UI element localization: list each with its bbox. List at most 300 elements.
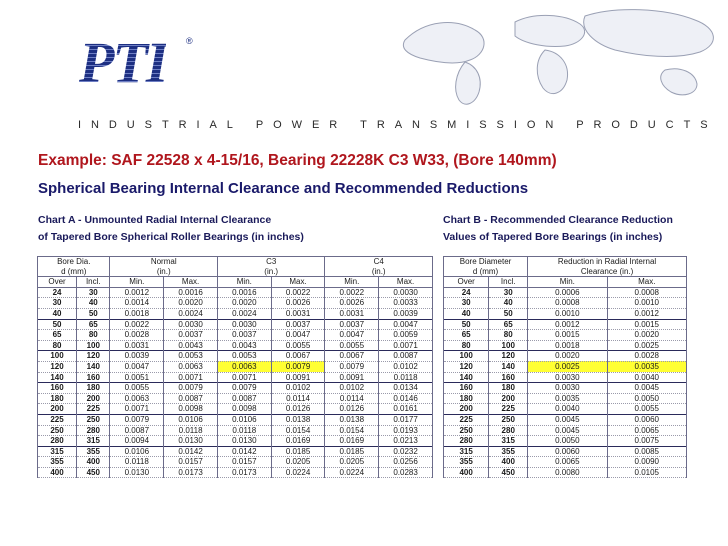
table-row bbox=[38, 457, 433, 468]
table-cell: 315 bbox=[489, 436, 528, 447]
table-cell: 0.0283 bbox=[379, 467, 433, 478]
table-cell: 0.0055 bbox=[271, 340, 325, 351]
chart-a-column-header: Incl. bbox=[77, 277, 110, 288]
table-cell: 0.0008 bbox=[607, 287, 686, 298]
table-cell: 250 bbox=[489, 414, 528, 425]
table-cell: 0.0154 bbox=[271, 425, 325, 436]
table-cell: 160 bbox=[77, 372, 110, 383]
table-cell: 0.0006 bbox=[528, 287, 607, 298]
chart-b-group-header: Bore Diameter bbox=[444, 257, 528, 267]
table-row bbox=[38, 361, 433, 372]
tagline-letter: L bbox=[226, 119, 233, 131]
table-cell: 0.0071 bbox=[217, 372, 271, 383]
table-cell: 355 bbox=[489, 446, 528, 457]
table-cell: 0.0010 bbox=[607, 298, 686, 309]
tagline-letter: P bbox=[255, 119, 264, 131]
table-cell: 0.0030 bbox=[528, 372, 607, 383]
chart-a-column-header: Max. bbox=[379, 277, 433, 288]
chart-a-caption-line2: of Tapered Bore Spherical Roller Bearings (in inches) bbox=[38, 231, 304, 243]
table-cell: 0.0028 bbox=[110, 330, 164, 341]
table-cell: 0.0079 bbox=[217, 383, 271, 394]
table-cell: 0.0106 bbox=[217, 414, 271, 425]
table-cell: 0.0079 bbox=[110, 414, 164, 425]
table-cell: 0.0065 bbox=[528, 457, 607, 468]
table-cell: 0.0016 bbox=[217, 287, 271, 298]
table-cell: 355 bbox=[444, 457, 489, 468]
table-cell: 0.0085 bbox=[607, 446, 686, 457]
table-cell: 0.0030 bbox=[164, 319, 218, 330]
tagline-letter: O bbox=[526, 119, 536, 131]
table-cell: 0.0114 bbox=[325, 393, 379, 404]
table-cell: 0.0157 bbox=[164, 457, 218, 468]
table-cell: 0.0050 bbox=[528, 436, 607, 447]
table-cell: 0.0102 bbox=[325, 383, 379, 394]
tagline-letter: S bbox=[479, 119, 487, 131]
table-cell: 30 bbox=[38, 298, 77, 309]
tagline-letter: S bbox=[496, 119, 504, 131]
tagline-letter: I bbox=[513, 119, 517, 131]
table-cell: 0.0031 bbox=[110, 340, 164, 351]
table-cell: 280 bbox=[77, 425, 110, 436]
table-cell: 0.0016 bbox=[164, 287, 218, 298]
table-row bbox=[444, 436, 687, 447]
tagline-letter: O bbox=[273, 119, 282, 131]
table-cell: 0.0118 bbox=[164, 425, 218, 436]
chart-a-group-header: C4 bbox=[325, 257, 433, 267]
table-cell: 0.0075 bbox=[607, 436, 686, 447]
table-cell: 0.0087 bbox=[217, 393, 271, 404]
table-cell: 0.0130 bbox=[217, 436, 271, 447]
table-cell: 0.0040 bbox=[528, 404, 607, 415]
table-cell: 40 bbox=[444, 308, 489, 319]
world-map-graphic bbox=[395, 0, 728, 110]
table-cell: 400 bbox=[489, 457, 528, 468]
table-cell: 50 bbox=[38, 319, 77, 330]
table-cell: 0.0063 bbox=[164, 361, 218, 372]
table-cell: 0.0043 bbox=[164, 340, 218, 351]
chart-a-group-unit: d (mm) bbox=[38, 267, 110, 277]
table-cell: 160 bbox=[444, 383, 489, 394]
table-cell: 200 bbox=[444, 404, 489, 415]
table-row bbox=[38, 404, 433, 415]
tagline-letter: R bbox=[329, 119, 338, 131]
table-cell: 0.0063 bbox=[110, 393, 164, 404]
table-cell: 0.0055 bbox=[325, 340, 379, 351]
chart-a-column-header: Min. bbox=[325, 277, 379, 288]
table-cell: 0.0060 bbox=[607, 414, 686, 425]
table-cell: 0.0098 bbox=[164, 404, 218, 415]
table-cell: 0.0035 bbox=[607, 361, 686, 372]
table-cell: 0.0126 bbox=[271, 404, 325, 415]
table-cell: 0.0047 bbox=[379, 319, 433, 330]
tagline-letter: W bbox=[291, 119, 303, 131]
table-cell: 0.0106 bbox=[164, 414, 218, 425]
chart-a-table bbox=[37, 256, 433, 478]
table-cell: 80 bbox=[444, 340, 489, 351]
table-row bbox=[444, 319, 687, 330]
table-row bbox=[444, 351, 687, 362]
table-row bbox=[444, 446, 687, 457]
table-cell: 0.0045 bbox=[528, 425, 607, 436]
table-row bbox=[444, 372, 687, 383]
table-cell: 0.0098 bbox=[217, 404, 271, 415]
table-cell: 50 bbox=[77, 308, 110, 319]
table-cell: 400 bbox=[38, 467, 77, 478]
table-cell: 355 bbox=[77, 446, 110, 457]
table-cell: 0.0053 bbox=[217, 351, 271, 362]
table-row bbox=[38, 298, 433, 309]
table-cell: 0.0091 bbox=[325, 372, 379, 383]
chart-a-group-header: Normal bbox=[110, 257, 217, 267]
table-cell: 0.0050 bbox=[607, 393, 686, 404]
table-cell: 0.0020 bbox=[607, 330, 686, 341]
table-cell: 0.0232 bbox=[379, 446, 433, 457]
chart-a-column-header: Over bbox=[38, 277, 77, 288]
table-cell: 0.0118 bbox=[379, 372, 433, 383]
tagline-letter: S bbox=[144, 119, 153, 131]
table-cell: 200 bbox=[38, 404, 77, 415]
table-cell: 0.0224 bbox=[271, 467, 325, 478]
table-cell: 0.0130 bbox=[164, 436, 218, 447]
table-row bbox=[444, 457, 687, 468]
table-cell: 0.0039 bbox=[110, 351, 164, 362]
table-cell: 0.0213 bbox=[379, 436, 433, 447]
table-cell: 0.0022 bbox=[325, 287, 379, 298]
table-cell: 280 bbox=[38, 436, 77, 447]
table-cell: 0.0037 bbox=[164, 330, 218, 341]
table-cell: 0.0177 bbox=[379, 414, 433, 425]
table-cell: 140 bbox=[444, 372, 489, 383]
table-cell: 0.0037 bbox=[271, 319, 325, 330]
table-cell: 0.0080 bbox=[528, 467, 607, 478]
table-cell: 0.0028 bbox=[607, 351, 686, 362]
table-cell: 0.0169 bbox=[325, 436, 379, 447]
table-cell: 0.0020 bbox=[164, 298, 218, 309]
table-cell: 0.0025 bbox=[607, 340, 686, 351]
chart-b-column-header: Over bbox=[444, 277, 489, 288]
table-cell: 160 bbox=[489, 372, 528, 383]
tagline-letter: A bbox=[394, 119, 403, 131]
chart-b-column-header: Incl. bbox=[489, 277, 528, 288]
table-cell: 0.0114 bbox=[271, 393, 325, 404]
table-cell: 250 bbox=[444, 425, 489, 436]
table-cell: 0.0138 bbox=[325, 414, 379, 425]
chart-a-group-header: C3 bbox=[217, 257, 324, 267]
table-cell: 0.0087 bbox=[379, 351, 433, 362]
pti-logo-text: PTI bbox=[79, 30, 167, 95]
table-cell: 100 bbox=[489, 340, 528, 351]
chart-b-caption-line2: Values of Tapered Bore Bearings (in inches) bbox=[443, 231, 663, 243]
table-cell: 0.0106 bbox=[110, 446, 164, 457]
table-cell: 0.0031 bbox=[271, 308, 325, 319]
table-row bbox=[38, 372, 433, 383]
table-row bbox=[38, 425, 433, 436]
table-cell: 0.0130 bbox=[110, 467, 164, 478]
tagline-letter: I bbox=[78, 119, 82, 131]
chart-b-caption-line1: Chart B - Recommended Clearance Reduction bbox=[443, 214, 673, 226]
table-cell: 0.0035 bbox=[528, 393, 607, 404]
table-cell: 0.0071 bbox=[110, 404, 164, 415]
table-cell: 0.0102 bbox=[271, 383, 325, 394]
table-cell: 0.0033 bbox=[379, 298, 433, 309]
table-cell: 160 bbox=[38, 383, 77, 394]
table-row bbox=[38, 383, 433, 394]
table-cell: 50 bbox=[444, 319, 489, 330]
table-cell: 0.0105 bbox=[607, 467, 686, 478]
table-cell: 40 bbox=[77, 298, 110, 309]
table-cell: 0.0030 bbox=[379, 287, 433, 298]
table-row bbox=[38, 467, 433, 478]
table-cell: 0.0015 bbox=[607, 319, 686, 330]
table-cell: 50 bbox=[489, 308, 528, 319]
table-cell: 0.0008 bbox=[528, 298, 607, 309]
table-cell: 200 bbox=[77, 393, 110, 404]
table-cell: 400 bbox=[77, 457, 110, 468]
tagline-letter: N bbox=[411, 119, 420, 131]
table-cell: 0.0047 bbox=[110, 361, 164, 372]
table-row bbox=[38, 308, 433, 319]
example-line: Example: SAF 22528 x 4-15/16, Bearing 22228K C3 W33, (Bore 140mm) bbox=[38, 152, 557, 169]
chart-a-group-unit: (in.) bbox=[110, 267, 217, 277]
chart-a-caption-line1: Chart A - Unmounted Radial Internal Clearance bbox=[38, 214, 272, 226]
table-cell: 180 bbox=[38, 393, 77, 404]
page-subtitle: Spherical Bearing Internal Clearance and Recommended Reductions bbox=[38, 180, 529, 197]
tagline-letter: A bbox=[209, 119, 217, 131]
table-row bbox=[444, 393, 687, 404]
table-cell: 0.0154 bbox=[325, 425, 379, 436]
table-cell: 0.0039 bbox=[379, 308, 433, 319]
table-cell: 0.0020 bbox=[528, 351, 607, 362]
chart-a-group-header: Bore Dia. bbox=[38, 257, 110, 267]
table-cell: 250 bbox=[77, 414, 110, 425]
table-row bbox=[444, 340, 687, 351]
tagline-letter: T bbox=[360, 119, 367, 131]
table-cell: 0.0026 bbox=[271, 298, 325, 309]
tagline-letter: S bbox=[429, 119, 438, 131]
table-row bbox=[38, 287, 433, 298]
chart-b-group-header: Reduction in Radial Internal bbox=[528, 257, 687, 267]
table-cell: 0.0193 bbox=[379, 425, 433, 436]
table-cell: 0.0053 bbox=[164, 351, 218, 362]
table-cell: 0.0055 bbox=[607, 404, 686, 415]
table-cell: 0.0022 bbox=[110, 319, 164, 330]
table-cell: 400 bbox=[444, 467, 489, 478]
table-cell: 0.0037 bbox=[325, 319, 379, 330]
table-cell: 355 bbox=[38, 457, 77, 468]
table-cell: 0.0142 bbox=[164, 446, 218, 457]
table-row bbox=[38, 319, 433, 330]
table-row bbox=[444, 414, 687, 425]
tagline-letter: U bbox=[126, 119, 135, 131]
table-cell: 24 bbox=[444, 287, 489, 298]
table-cell: 40 bbox=[38, 308, 77, 319]
table-cell: 0.0018 bbox=[110, 308, 164, 319]
table-cell: 0.0040 bbox=[607, 372, 686, 383]
table-cell: 0.0094 bbox=[110, 436, 164, 447]
table-cell: 65 bbox=[38, 330, 77, 341]
table-cell: 0.0169 bbox=[271, 436, 325, 447]
table-cell: 140 bbox=[77, 361, 110, 372]
table-cell: 0.0047 bbox=[325, 330, 379, 341]
table-cell: 0.0012 bbox=[110, 287, 164, 298]
table-row bbox=[444, 383, 687, 394]
table-cell: 0.0047 bbox=[271, 330, 325, 341]
table-cell: 0.0030 bbox=[528, 383, 607, 394]
table-cell: 0.0071 bbox=[164, 372, 218, 383]
tagline-letter: T bbox=[161, 119, 169, 131]
table-cell: 0.0224 bbox=[325, 467, 379, 478]
tagline-letter: I bbox=[196, 119, 200, 131]
table-cell: 180 bbox=[77, 383, 110, 394]
table-row bbox=[444, 330, 687, 341]
table-cell: 0.0024 bbox=[164, 308, 218, 319]
chart-b-table bbox=[443, 256, 687, 478]
table-cell: 0.0024 bbox=[217, 308, 271, 319]
chart-a-group-unit: (in.) bbox=[325, 267, 433, 277]
table-row bbox=[444, 361, 687, 372]
table-cell: 0.0205 bbox=[325, 457, 379, 468]
table-cell: 30 bbox=[444, 298, 489, 309]
table-cell: 0.0012 bbox=[528, 319, 607, 330]
table-cell: 0.0173 bbox=[217, 467, 271, 478]
table-row bbox=[38, 330, 433, 341]
table-cell: 225 bbox=[444, 414, 489, 425]
registered-mark: ® bbox=[186, 36, 193, 46]
table-cell: 225 bbox=[77, 404, 110, 415]
tagline-letter: P bbox=[576, 119, 584, 131]
table-cell: 315 bbox=[38, 446, 77, 457]
table-cell: 225 bbox=[489, 404, 528, 415]
tagline-letter: U bbox=[647, 119, 656, 131]
table-cell: 0.0205 bbox=[271, 457, 325, 468]
table-cell: 0.0256 bbox=[379, 457, 433, 468]
table-cell: 0.0087 bbox=[164, 393, 218, 404]
tagline-letter bbox=[563, 119, 566, 131]
table-cell: 280 bbox=[489, 425, 528, 436]
table-cell: 0.0091 bbox=[271, 372, 325, 383]
table-cell: 120 bbox=[444, 361, 489, 372]
table-cell: 0.0173 bbox=[164, 467, 218, 478]
tagline-letter: R bbox=[178, 119, 187, 131]
table-cell: 0.0071 bbox=[379, 340, 433, 351]
table-cell: 0.0045 bbox=[528, 414, 607, 425]
tagline-letter: I bbox=[466, 119, 470, 131]
table-row bbox=[444, 298, 687, 309]
table-cell: 0.0142 bbox=[217, 446, 271, 457]
table-cell: 0.0090 bbox=[607, 457, 686, 468]
table-cell: 0.0025 bbox=[528, 361, 607, 372]
tagline-letter: S bbox=[700, 119, 708, 131]
table-row bbox=[444, 404, 687, 415]
table-row bbox=[38, 351, 433, 362]
table-cell: 0.0079 bbox=[271, 361, 325, 372]
table-cell: 0.0018 bbox=[528, 340, 607, 351]
chart-a-caption bbox=[38, 212, 304, 246]
table-row bbox=[444, 425, 687, 436]
tagline-letter: C bbox=[665, 119, 674, 131]
table-cell: 80 bbox=[77, 330, 110, 341]
table-cell: 140 bbox=[38, 372, 77, 383]
chart-a-column-header: Max. bbox=[271, 277, 325, 288]
table-cell: 315 bbox=[444, 446, 489, 457]
table-cell: 65 bbox=[77, 319, 110, 330]
table-cell: 250 bbox=[38, 425, 77, 436]
table-cell: 80 bbox=[38, 340, 77, 351]
table-cell: 100 bbox=[77, 340, 110, 351]
table-cell: 0.0030 bbox=[217, 319, 271, 330]
table-cell: 0.0185 bbox=[271, 446, 325, 457]
table-cell: 0.0185 bbox=[325, 446, 379, 457]
tagline-letter: O bbox=[611, 119, 620, 131]
table-row bbox=[38, 414, 433, 425]
table-cell: 0.0014 bbox=[110, 298, 164, 309]
chart-b-column-header: Min. bbox=[528, 277, 607, 288]
table-cell: 180 bbox=[489, 383, 528, 394]
chart-a-group-unit: (in.) bbox=[217, 267, 324, 277]
table-cell: 0.0126 bbox=[325, 404, 379, 415]
table-cell: 0.0067 bbox=[271, 351, 325, 362]
table-cell: 0.0161 bbox=[379, 404, 433, 415]
tagline-letter bbox=[347, 119, 350, 131]
table-cell: 0.0022 bbox=[271, 287, 325, 298]
table-cell: 0.0134 bbox=[379, 383, 433, 394]
table-cell: 0.0059 bbox=[379, 330, 433, 341]
table-row bbox=[38, 436, 433, 447]
table-row bbox=[444, 308, 687, 319]
table-row bbox=[38, 393, 433, 404]
chart-b-caption bbox=[443, 212, 673, 246]
tagline-letter: D bbox=[108, 119, 117, 131]
table-cell: 0.0010 bbox=[528, 308, 607, 319]
table-cell: 0.0012 bbox=[607, 308, 686, 319]
tagline-letter: M bbox=[447, 119, 457, 131]
table-cell: 100 bbox=[38, 351, 77, 362]
table-row bbox=[444, 467, 687, 478]
table-cell: 0.0031 bbox=[325, 308, 379, 319]
table-cell: 0.0045 bbox=[607, 383, 686, 394]
table-cell: 280 bbox=[444, 436, 489, 447]
table-cell: 0.0138 bbox=[271, 414, 325, 425]
chart-a-column-header: Min. bbox=[217, 277, 271, 288]
table-cell: 315 bbox=[77, 436, 110, 447]
tagline-letter: R bbox=[376, 119, 385, 131]
table-cell: 0.0079 bbox=[325, 361, 379, 372]
table-cell: 225 bbox=[38, 414, 77, 425]
table-cell: 200 bbox=[489, 393, 528, 404]
table-cell: 0.0026 bbox=[325, 298, 379, 309]
table-cell: 0.0065 bbox=[607, 425, 686, 436]
chart-b-column-header: Max. bbox=[607, 277, 686, 288]
tagline-letter: N bbox=[545, 119, 554, 131]
table-cell: 0.0118 bbox=[217, 425, 271, 436]
table-cell: 80 bbox=[489, 330, 528, 341]
table-cell: 0.0051 bbox=[110, 372, 164, 383]
table-cell: 0.0063 bbox=[217, 361, 271, 372]
table-cell: 30 bbox=[489, 287, 528, 298]
chart-b-group-unit: Clearance (in.) bbox=[528, 267, 687, 277]
company-tagline bbox=[78, 119, 708, 131]
table-cell: 0.0157 bbox=[217, 457, 271, 468]
table-cell: 65 bbox=[489, 319, 528, 330]
chart-a-column-header: Min. bbox=[110, 277, 164, 288]
table-cell: 0.0060 bbox=[528, 446, 607, 457]
table-cell: 0.0087 bbox=[110, 425, 164, 436]
chart-b-group-unit: d (mm) bbox=[444, 267, 528, 277]
tagline-letter: D bbox=[629, 119, 638, 131]
table-cell: 30 bbox=[77, 287, 110, 298]
table-cell: 140 bbox=[489, 361, 528, 372]
table-cell: 180 bbox=[444, 393, 489, 404]
